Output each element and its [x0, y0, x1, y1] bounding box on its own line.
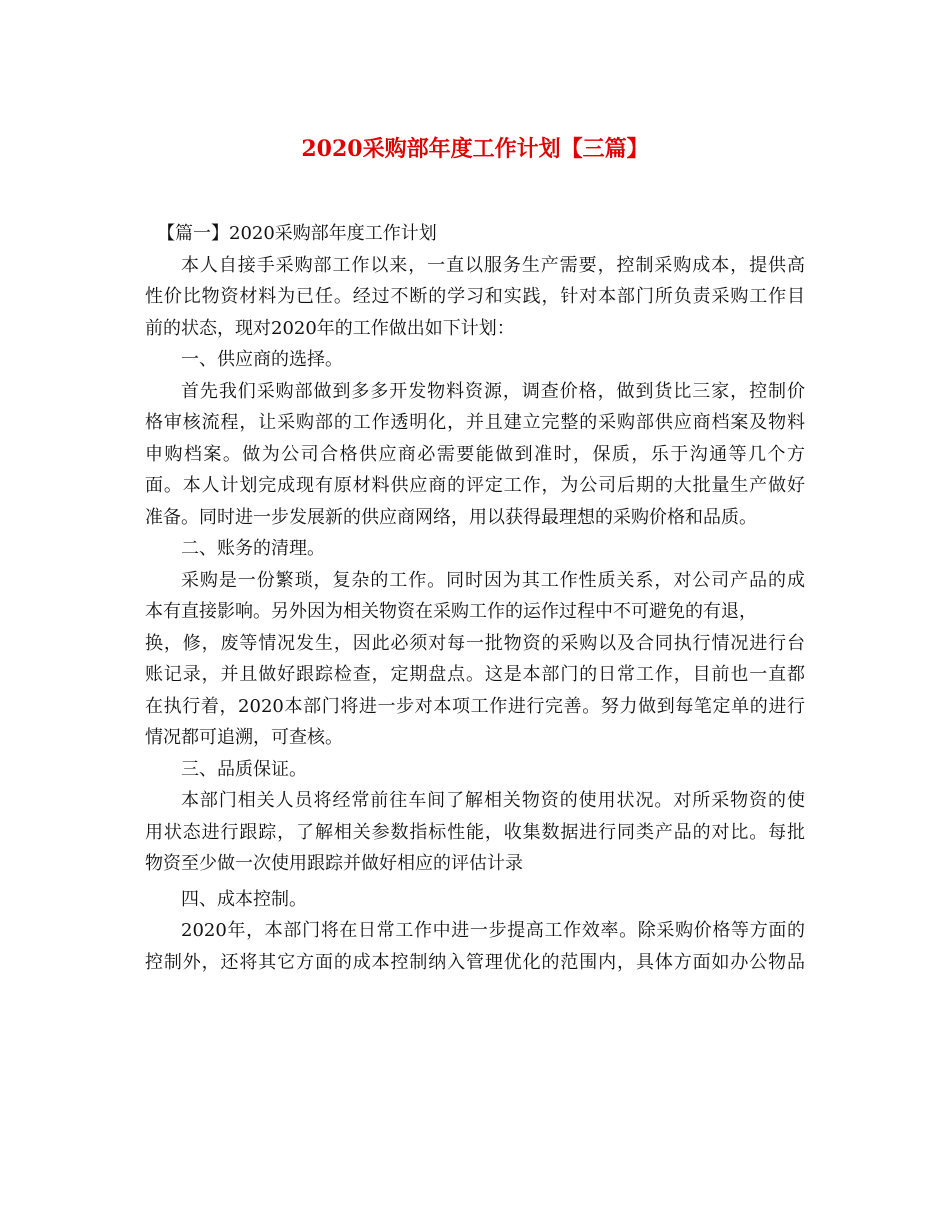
subheading-quality-assurance: 三、品质保证。 — [181, 758, 307, 780]
paragraph-line: 2020年，本部门将在日常工作中进一步提高工作效率。除采购价格等方面的 — [181, 920, 805, 941]
paragraph-line: 换，修，废等情况发生，因此必须对每一批物资的采购以及合同执行情况进行台 — [145, 632, 805, 654]
paragraph-line: 控制外，还将其它方面的成本控制纳入管理优化的范围内，具体方面如办公物品 — [145, 951, 805, 973]
section-heading-part-one: 【篇一】2020采购部年度工作计划 — [157, 223, 437, 244]
paragraph-line: 前的状态，现对2020年的工作做出如下计划： — [145, 317, 515, 339]
paragraph-line: 情况都可追溯，可查核。 — [145, 727, 343, 748]
paragraph-line: 首先我们采购部做到多多开发物料资源，调查价格，做到货比三家，控制价 — [181, 380, 805, 402]
paragraph-line: 用状态进行跟踪，了解相关参数指标性能，收集数据进行同类产品的对比。每批 — [145, 821, 805, 843]
paragraph-line: 格审核流程，让采购部的工作透明化，并且建立完整的采购部供应商档案及物料 — [145, 412, 805, 433]
paragraph-line: 采购是一份繁琐，复杂的工作。同时因为其工作性质关系，对公司产品的成 — [181, 569, 805, 591]
paragraph-line: 面。本人计划完成现有原材料供应商的评定工作，为公司后期的大批量生产做好 — [145, 475, 805, 496]
document-body — [145, 218, 805, 978]
paragraph-line: 在执行着，2020本部门将进一步对本项工作进行完善。努力做到每笔定单的进行 — [145, 695, 805, 717]
document-title: 2020采购部年度工作计划【三篇】 — [301, 136, 649, 162]
paragraph-line: 本人自接手采购部工作以来，一直以服务生产需要，控制采购成本，提供高 — [181, 254, 805, 276]
paragraph-line: 物资至少做一次使用跟踪并做好相应的评估计录 — [145, 853, 523, 874]
paragraph-line: 性价比物资材料为已任。经过不断的学习和实践，针对本部门所负责采购工作目 — [145, 286, 805, 307]
paragraph-line: 账记录，并且做好跟踪检查，定期盘点。这是本部门的日常工作，目前也一直都 — [145, 664, 805, 685]
paragraph-line: 本有直接影响。另外因为相关物资在采购工作的运作过程中不可避免的有退， — [145, 601, 757, 622]
subheading-account-cleanup: 二、账务的清理。 — [181, 538, 325, 559]
subheading-cost-control: 四、成本控制。 — [181, 888, 307, 910]
paragraph-line: 准备。同时进一步发展新的供应商网络，用以获得最理想的采购价格和品质。 — [145, 506, 757, 528]
paragraph-line: 本部门相关人员将经常前往车间了解相关物资的使用状况。对所采物资的使 — [181, 790, 805, 811]
subheading-supplier-selection: 一、供应商的选择。 — [181, 349, 343, 370]
paragraph-line: 申购档案。做为公司合格供应商必需要能做到准时，保质，乐于沟通等几个方 — [145, 443, 805, 465]
